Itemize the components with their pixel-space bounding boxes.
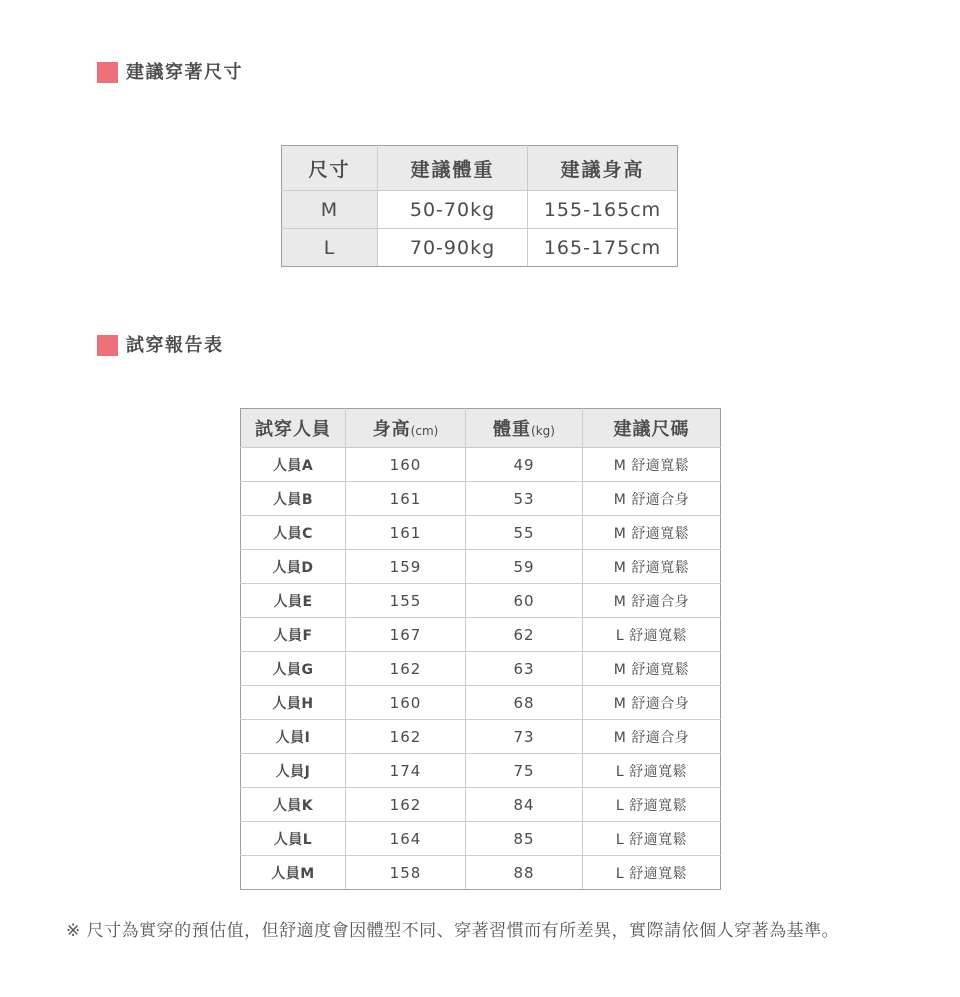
fitting-table-cell-person: 人員C — [241, 516, 346, 550]
fitting-table-row — [241, 550, 721, 584]
fitting-table-header-cell: 體重(kg) — [466, 409, 583, 448]
fitting-table-cell-weight: 55 — [466, 516, 583, 550]
fitting-table-cell-height: 158 — [346, 856, 466, 890]
fitting-table-cell-person: 人員A — [241, 448, 346, 482]
fitting-table-cell-weight: 75 — [466, 754, 583, 788]
fitting-table-row — [241, 652, 721, 686]
fitting-table-cell-height: 159 — [346, 550, 466, 584]
fitting-table-cell-height: 174 — [346, 754, 466, 788]
size-table-header-cell: 尺寸 — [282, 146, 378, 191]
fitting-table-head — [241, 409, 721, 448]
fitting-table-cell-height: 164 — [346, 822, 466, 856]
fitting-table-row — [241, 448, 721, 482]
fitting-table-header-cell: 建議尺碼 — [583, 409, 721, 448]
size-table-row — [282, 191, 678, 229]
fitting-table-cell-height: 160 — [346, 448, 466, 482]
fitting-table-cell-weight: 63 — [466, 652, 583, 686]
fitting-table-cell-size: L 舒適寬鬆 — [583, 788, 721, 822]
size-table-header-cell: 建議身高 — [528, 146, 678, 191]
fitting-table-cell-weight: 84 — [466, 788, 583, 822]
size-table-cell: M — [282, 191, 378, 229]
size-table-row — [282, 229, 678, 267]
fitting-table-cell-person: 人員E — [241, 584, 346, 618]
size-table-cell: 70-90kg — [378, 229, 528, 267]
fitting-table-row — [241, 618, 721, 652]
suggested-size-table — [281, 145, 678, 267]
fitting-report-table — [240, 408, 721, 890]
fitting-table-cell-height: 162 — [346, 720, 466, 754]
fitting-table-cell-height: 161 — [346, 516, 466, 550]
section-header-fitting-report — [97, 335, 224, 356]
fitting-table-cell-weight: 68 — [466, 686, 583, 720]
fitting-table-cell-size: L 舒適寬鬆 — [583, 822, 721, 856]
fitting-table-row — [241, 754, 721, 788]
size-table-header-cell: 建議體重 — [378, 146, 528, 191]
fitting-table-cell-person: 人員J — [241, 754, 346, 788]
fitting-table-cell-size: M 舒適寬鬆 — [583, 652, 721, 686]
fitting-table-row — [241, 482, 721, 516]
fitting-table-cell-size: M 舒適寬鬆 — [583, 516, 721, 550]
fitting-table-cell-person: 人員L — [241, 822, 346, 856]
fitting-table-cell-size: M 舒適合身 — [583, 720, 721, 754]
fitting-table-cell-height: 162 — [346, 652, 466, 686]
fitting-table-cell-weight: 73 — [466, 720, 583, 754]
fitting-table-cell-person: 人員M — [241, 856, 346, 890]
fitting-table-cell-size: L 舒適寬鬆 — [583, 754, 721, 788]
header-unit-label: (kg) — [531, 424, 555, 438]
fitting-table-row — [241, 686, 721, 720]
size-table-cell: L — [282, 229, 378, 267]
fitting-table-header-cell: 身高(cm) — [346, 409, 466, 448]
fitting-table-cell-size: M 舒適寬鬆 — [583, 550, 721, 584]
fitting-table-cell-weight: 59 — [466, 550, 583, 584]
fitting-table-cell-size: L 舒適寬鬆 — [583, 856, 721, 890]
section-header-suggested-size — [97, 62, 243, 83]
fitting-table-row — [241, 822, 721, 856]
fitting-table-header-row — [241, 409, 721, 448]
fitting-table-cell-size: M 舒適合身 — [583, 584, 721, 618]
fitting-table-cell-person: 人員F — [241, 618, 346, 652]
fitting-table-cell-person: 人員B — [241, 482, 346, 516]
fitting-table-cell-person: 人員I — [241, 720, 346, 754]
fitting-table-row — [241, 856, 721, 890]
fitting-table-cell-weight: 53 — [466, 482, 583, 516]
fitting-table-cell-weight: 88 — [466, 856, 583, 890]
section-title-suggested-size: 建議穿著尺寸 — [126, 62, 243, 83]
fitting-table-row — [241, 720, 721, 754]
size-table-cell: 155-165cm — [528, 191, 678, 229]
fitting-table-cell-height: 155 — [346, 584, 466, 618]
fitting-table-row — [241, 516, 721, 550]
size-table-head — [282, 146, 678, 191]
fitting-table-cell-person: 人員D — [241, 550, 346, 584]
fitting-table-cell-person: 人員G — [241, 652, 346, 686]
size-table-body — [282, 191, 678, 267]
fitting-table-cell-size: M 舒適寬鬆 — [583, 448, 721, 482]
fitting-table-cell-person: 人員K — [241, 788, 346, 822]
fitting-table-header-cell: 試穿人員 — [241, 409, 346, 448]
fitting-table-cell-person: 人員H — [241, 686, 346, 720]
section-title-fitting-report: 試穿報告表 — [126, 335, 224, 356]
fitting-table-cell-weight: 49 — [466, 448, 583, 482]
red-square-bullet-icon — [97, 335, 118, 356]
fitting-table-cell-height: 160 — [346, 686, 466, 720]
fitting-table-cell-height: 162 — [346, 788, 466, 822]
size-table-cell: 165-175cm — [528, 229, 678, 267]
fitting-table-cell-weight: 85 — [466, 822, 583, 856]
size-table-header-row — [282, 146, 678, 191]
fitting-table-row — [241, 584, 721, 618]
size-table-cell: 50-70kg — [378, 191, 528, 229]
fitting-table-cell-weight: 62 — [466, 618, 583, 652]
fitting-table-row — [241, 788, 721, 822]
fitting-table-body — [241, 448, 721, 890]
size-disclaimer-note: ※ 尺寸為實穿的預估值，但舒適度會因體型不同、穿著習慣而有所差異，實際請依個人穿著為基準。 — [66, 921, 840, 941]
fitting-table-cell-height: 161 — [346, 482, 466, 516]
fitting-table-cell-height: 167 — [346, 618, 466, 652]
fitting-table-cell-size: L 舒適寬鬆 — [583, 618, 721, 652]
red-square-bullet-icon — [97, 62, 118, 83]
fitting-table-cell-size: M 舒適合身 — [583, 482, 721, 516]
fitting-table-cell-weight: 60 — [466, 584, 583, 618]
fitting-table-cell-size: M 舒適合身 — [583, 686, 721, 720]
header-unit-label: (cm) — [410, 424, 439, 438]
